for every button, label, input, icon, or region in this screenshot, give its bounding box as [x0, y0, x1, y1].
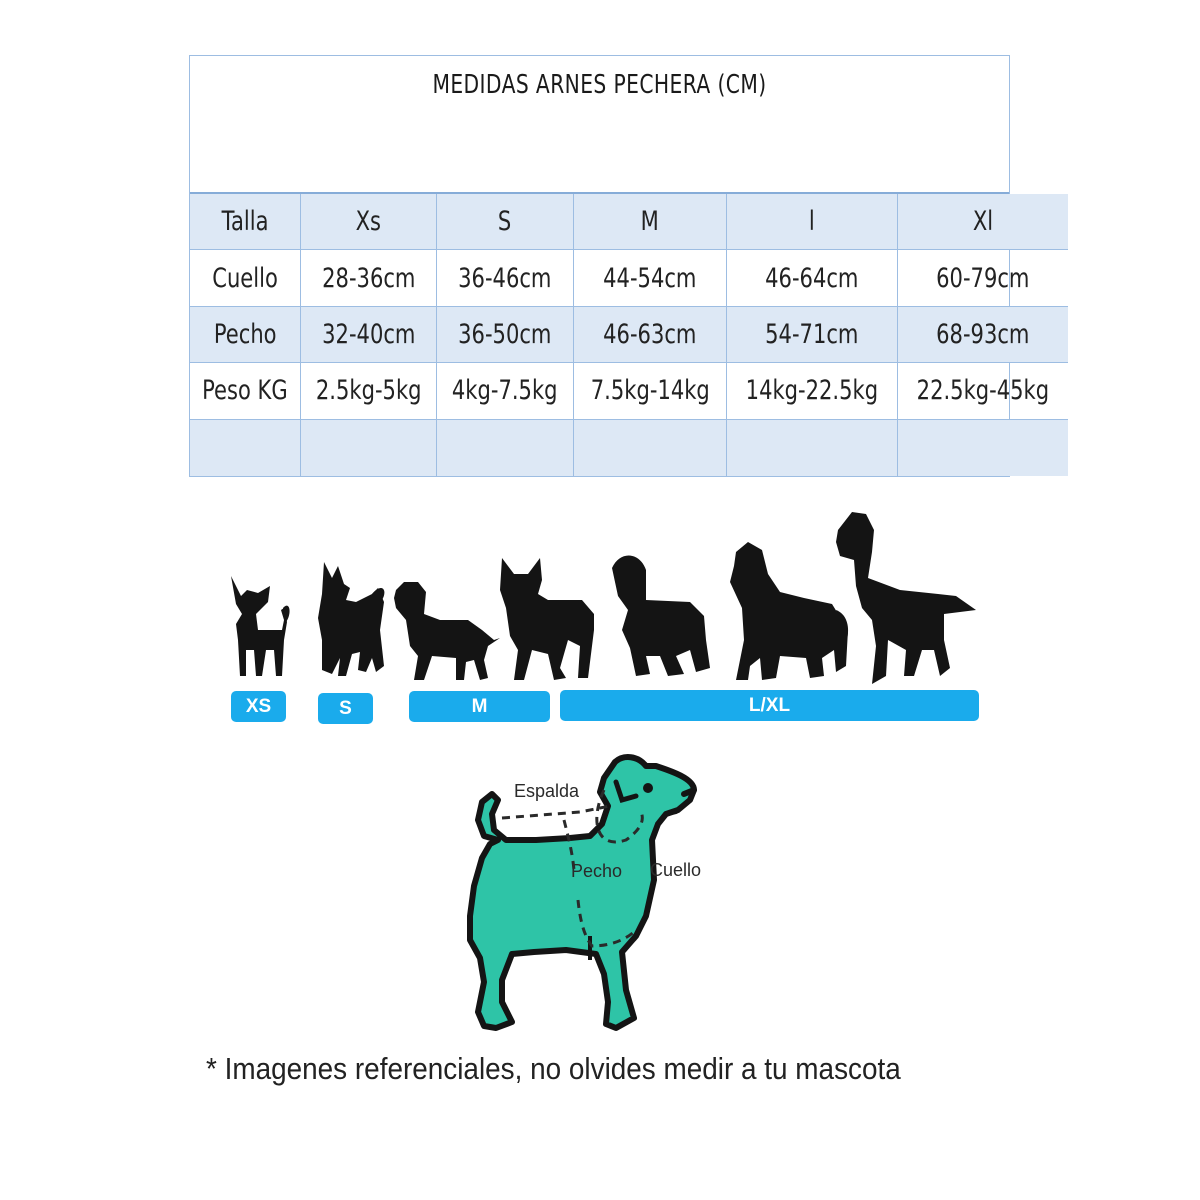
measure-dog: [440, 740, 720, 1040]
table-cell-empty: [190, 420, 301, 476]
header-cell-l: l: [727, 194, 898, 250]
dog-silhouettes: [0, 490, 1200, 690]
footnote: * Imagenes referenciales, no olvides medir a tu mascota: [206, 1051, 901, 1086]
table-cell: Cuello: [190, 250, 301, 306]
table-cell: 44-54cm: [574, 250, 728, 306]
yorkshire-silhouette-icon: [318, 562, 384, 676]
size-bar-m: M: [409, 691, 550, 722]
measured-dog-icon: [470, 757, 694, 1028]
table-cell: 36-50cm: [437, 307, 573, 363]
table-cell-empty: [301, 420, 437, 476]
table-cell: 46-64cm: [727, 250, 898, 306]
table-cell: 28-36cm: [301, 250, 437, 306]
table-cell: 7.5kg-14kg: [574, 363, 728, 419]
header-cell-m: M: [574, 194, 728, 250]
table-cell: 36-46cm: [437, 250, 573, 306]
table-grid: [190, 194, 1050, 476]
header-cell-xs: Xs: [301, 194, 437, 250]
table-cell: 68-93cm: [898, 307, 1068, 363]
cuello-label: Cuello: [650, 860, 702, 880]
header-cell-s: S: [437, 194, 573, 250]
size-table: [189, 55, 1050, 477]
cocker-spaniel-silhouette-icon: [612, 555, 710, 676]
table-cell: 54-71cm: [727, 307, 898, 363]
pecho-label: Pecho: [571, 861, 623, 881]
table-cell: Pecho: [190, 307, 301, 363]
table-cell: 4kg-7.5kg: [437, 363, 573, 419]
table-cell-empty: [727, 420, 898, 476]
espalda-line: [502, 806, 610, 818]
collie-silhouette-icon: [730, 542, 848, 680]
table-cell-empty: [898, 420, 1068, 476]
table-cell: 22.5kg-45kg: [898, 363, 1068, 419]
header-cell-xl: Xl: [898, 194, 1068, 250]
header-cell-talla: Talla: [190, 194, 301, 250]
table-title-area: [190, 56, 1009, 194]
espalda-label: Espalda: [514, 781, 580, 801]
table-cell: 14kg-22.5kg: [727, 363, 898, 419]
table-cell-empty: [437, 420, 573, 476]
size-bar-lxl: L/XL: [560, 690, 979, 721]
size-bar-s: S: [318, 693, 373, 724]
chihuahua-silhouette-icon: [231, 576, 290, 676]
table-cell: 60-79cm: [898, 250, 1068, 306]
table-cell-empty: [574, 420, 728, 476]
table-cell: 32-40cm: [301, 307, 437, 363]
size-bar-xs: XS: [231, 691, 286, 722]
table-cell: Peso KG: [190, 363, 301, 419]
table-title: MEDIDAS ARNES PECHERA (CM): [432, 70, 767, 100]
table-cell: 46-63cm: [574, 307, 728, 363]
spaniel-small-silhouette-icon: [394, 582, 500, 680]
setter-silhouette-icon: [836, 512, 976, 684]
table-cell: 2.5kg-5kg: [301, 363, 437, 419]
bulldog-silhouette-icon: [500, 558, 594, 680]
